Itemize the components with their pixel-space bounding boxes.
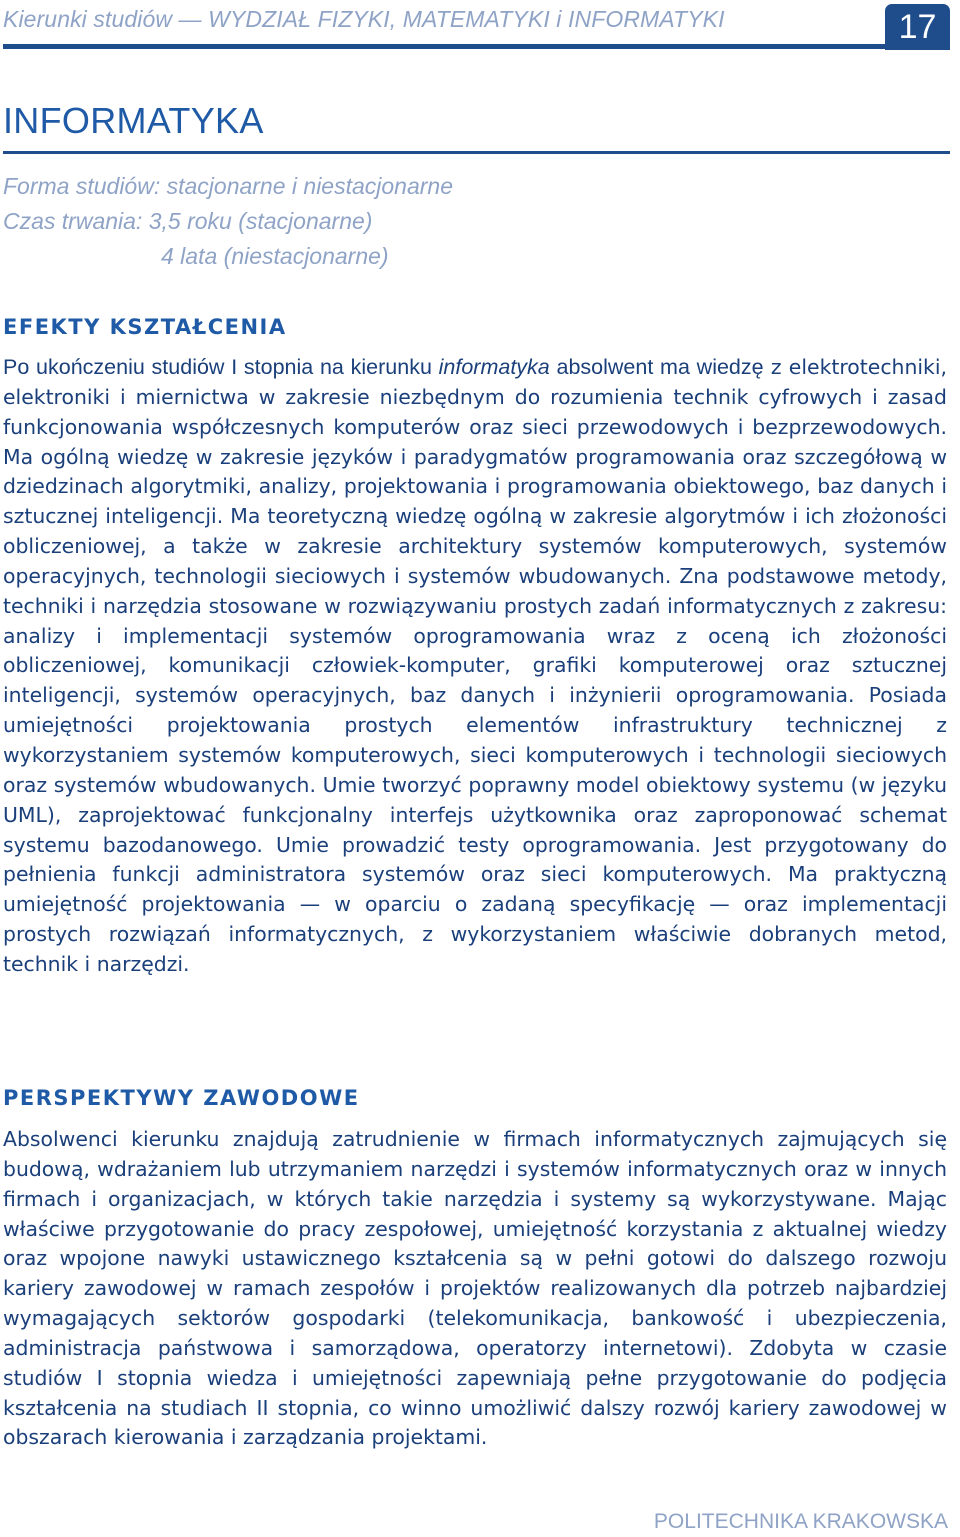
section-title: INFORMATYKA xyxy=(3,100,264,141)
study-form: Forma studiów: stacjonarne i niestacjonarne xyxy=(3,173,454,199)
field-name: informatyka xyxy=(438,355,550,379)
career-prospects-heading: PERSPEKTYWY ZAWODOWE xyxy=(3,1086,360,1110)
study-duration: Czas trwania: 3,5 roku (stacjonarne) xyxy=(3,208,373,234)
footer-publisher: POLITECHNIKA KRAKOWSKA xyxy=(653,1510,948,1533)
learning-outcomes-heading: EFEKTY KSZTAŁCENIA xyxy=(3,315,287,339)
career-prospects-paragraph: Absolwenci kierunku znajdują zatrudnienie w firmach informatycznych zajmujących się budową, wdrażaniem lub utrzymaniem narzędzi i systemów informatycznych oraz w innych firmach i organizacjach, w których takie narzędzia i systemy są wykorzystywane. Mając właściwe przygotowanie do pracy zespołowej, umiejętność korzystania z aktualnej wiedzy oraz wpojone nawyki ustawicznego kształcenia są w pełni gotowi do dalszego rozwoju kariery zawodowej w ramach zespołów i projektów realizowanych dla potrzeb najbardziej wymagających sektorów gospodarki (telekomunikacja, bankowość i ubezpieczenia, administracja państwowa i samorządowa, operatorzy internetowi). Zdobyta w czasie studiów I stopnia wiedza i umiejętności zapewniają pełne przygotowanie do podjęcia kształcenia na studiach II stopnia, co winno umożliwić dalszy rozwój kariery zawodowej w obszarach kierowania i zarządzania projektami. xyxy=(3,1127,947,1450)
header-title: Kierunki studiów — WYDZIAŁ FIZYKI, MATEMATYKI i INFORMATYKI xyxy=(3,6,725,32)
page-number-badge: 17 xyxy=(885,4,950,50)
header-rule xyxy=(3,44,885,49)
learning-outcomes-body: z elektrotechniki, elektroniki i miernictwa w zakresie niezbędnym do rozumienia technik cyfrowych i zasad funkcjonowania współczesnych komputerów oraz sieci przewodowych i bezprzewodowych. Ma ogólną wiedzę w zakresie języków i paradygmatów programowania oraz szczegółową w dziedzinach algorytmiki, analizy, projektowania i programowania obiektowego, baz danych i sztucznej inteligencji. Ma teoretyczną wiedzę ogólną w zakresie algorytmów i ich złożoności obliczeniowej, a także w zakresie architektury systemów komputerowych, systemów operacyjnych, technologii sieciowych i systemów wbudowanych. Zna podstawowe metody, techniki i narzędzia stosowane w rozwiązywaniu prostych zadań informatycznych z zakresu: analizy i implementacji systemów oprogramowania wraz z oceną ich złożoności obliczeniowej, komunikacji człowiek-komputer, grafiki komputerowej oraz sztucznej inteligencji, systemów operacyjnych, baz danych i inżynierii oprogramowania. Posiada umiejętności projektowania prostych elementów infrastruktury technicznej z wykorzystaniem systemów komputerowych, sieci komputerowych i technologii sieciowych oraz systemów wbudowanych. Umie tworzyć poprawny model obiektowy systemu (w języku UML), zaprojektować funkcjonalny interfejs użytkownika oraz zaproponować schemat systemu bazodanowego. Umie prowadzić testy oprogramowania. Jest przygotowany do pełnienia funkcji administratora systemów oraz sieci komputerowych. Ma praktyczną umiejętność projektowania — w oparciu o zadaną specyfikację — oraz implementacji prostych rozwiązań informatycznych, z wykorzystaniem właściwie dobranych metod, technik i narzędzi. xyxy=(3,355,947,976)
opening-text-after: absolwent ma wiedzę xyxy=(549,355,764,379)
learning-outcomes-opening xyxy=(3,355,764,379)
title-divider xyxy=(3,151,950,154)
opening-text-before: Po ukończeniu studiów I stopnia na kierunku xyxy=(3,355,439,379)
study-duration-part-time: 4 lata (niestacjonarne) xyxy=(161,243,389,269)
page-header xyxy=(0,0,960,56)
learning-outcomes-paragraph xyxy=(3,353,947,980)
